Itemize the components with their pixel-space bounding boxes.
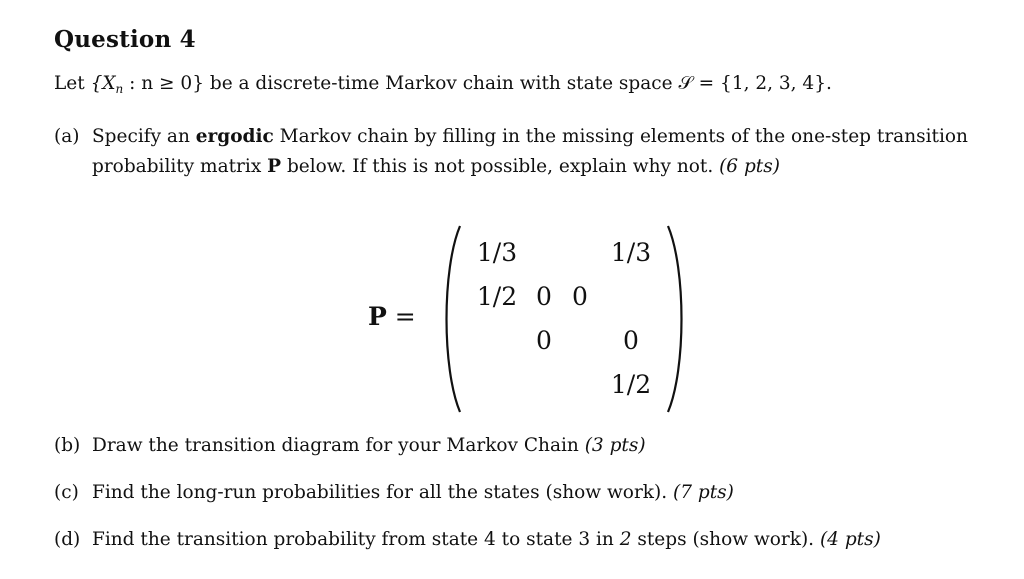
part-b-points: (3 pts) <box>584 435 646 456</box>
intro-chain-symbol: {X <box>90 73 116 94</box>
part-a-line2-text-1: probability matrix <box>92 156 268 177</box>
matrix-cell-r4c4: 1/2 <box>610 370 652 399</box>
intro-chain-condition: : n ≥ 0} <box>123 73 204 94</box>
part-d-steps: 2 <box>619 529 632 550</box>
part-a-points: (6 pts) <box>719 156 780 177</box>
part-d-text: Find the transition probability from state 4 to state 3 in <box>92 529 620 550</box>
part-b-label: (b) <box>54 435 81 456</box>
part-a-text-2: Markov chain by filling in the missing elements of the one-step transition <box>273 126 968 147</box>
state-space-symbol: 𝒮 <box>678 73 693 94</box>
part-b <box>54 435 646 456</box>
part-a-line-1 <box>54 126 968 147</box>
matrix-cell-r3c2: 0 <box>536 326 552 355</box>
part-a-matrix-symbol: P <box>267 156 282 177</box>
part-d-label: (d) <box>54 529 81 550</box>
matrix-equals: = <box>386 302 416 331</box>
matrix-cell-r2c1: 1/2 <box>476 282 518 311</box>
part-a-bold-word: ergodic <box>195 126 274 147</box>
state-space-definition: = {1, 2, 3, 4}. <box>692 73 832 94</box>
matrix-left-parenthesis <box>440 224 464 414</box>
part-a-line-2 <box>92 156 780 177</box>
part-c-text: Find the long-run probabilities for all the states (show work). <box>92 482 673 503</box>
matrix-right-parenthesis <box>664 224 688 414</box>
part-c-label: (c) <box>54 482 79 503</box>
intro-chain-subscript: n <box>115 82 124 96</box>
matrix-cell-r1c1: 1/3 <box>476 238 518 267</box>
matrix-cell-r2c3: 0 <box>572 282 588 311</box>
part-c <box>54 482 734 503</box>
matrix-cell-r3c4: 0 <box>623 326 639 355</box>
matrix-label <box>368 302 416 331</box>
part-c-points: (7 pts) <box>672 482 734 503</box>
part-d-points: (4 pts) <box>819 529 881 550</box>
part-b-text: Draw the transition diagram for your Markov Chain <box>92 435 585 456</box>
matrix-symbol: P <box>368 302 387 331</box>
matrix-cell-r1c4: 1/3 <box>610 238 652 267</box>
question-title: Question 4 <box>54 26 196 53</box>
part-d-text-2: steps (show work). <box>631 529 820 550</box>
part-a-line2-text-2: below. If this is not possible, explain why not. <box>281 156 720 177</box>
intro-statement <box>54 73 832 94</box>
part-d <box>54 529 881 550</box>
intro-middle: be a discrete-time Markov chain with state space <box>203 73 679 94</box>
intro-prefix: Let <box>54 73 91 94</box>
part-a-label: (a) <box>54 126 80 147</box>
part-a-text-1: Specify an <box>92 126 196 147</box>
matrix-cell-r2c2: 0 <box>536 282 552 311</box>
